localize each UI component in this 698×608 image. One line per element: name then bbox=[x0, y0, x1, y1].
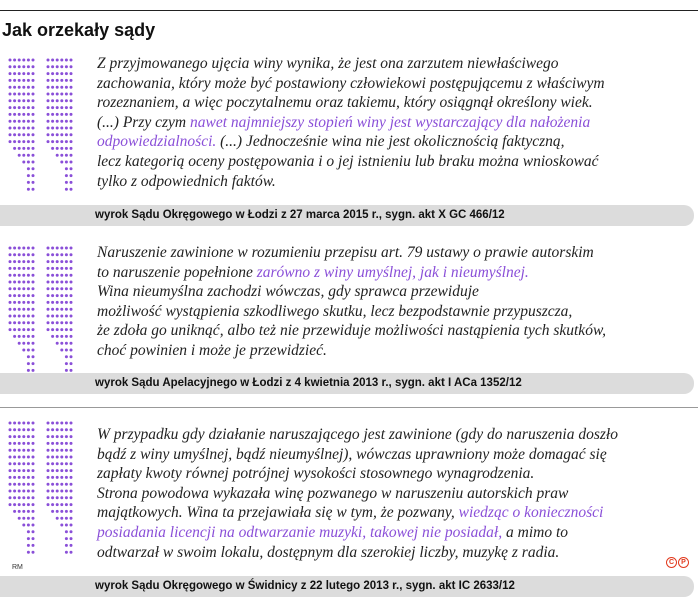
quote-mark-icon bbox=[6, 420, 82, 560]
license-icons bbox=[666, 557, 689, 568]
quote-text-segment: rozeznaniem, a więc poczytalnemu oraz takiemu, który osiągnął określony wiek. bbox=[97, 94, 593, 112]
quote-line bbox=[97, 464, 687, 484]
phonogram-icon: P bbox=[678, 557, 689, 568]
quote-text-segment: lecz kategorią oceny postępowania i o jej istnieniu lub braku można wnioskować bbox=[97, 152, 599, 170]
quote-text-segment: W przypadku gdy działanie naruszającego jest zawinione (gdy do naruszenia doszło bbox=[97, 426, 618, 443]
quote-line bbox=[97, 503, 687, 523]
quote-text-segment: (...) Przy czym bbox=[97, 113, 190, 131]
quote-line bbox=[97, 523, 687, 543]
quote-line bbox=[97, 543, 687, 563]
quote-line bbox=[97, 172, 687, 192]
quote-text-segment: Wina nieumyślna zachodzi wówczas, gdy sprawca przewiduje bbox=[97, 283, 479, 301]
highlighted-text: wiedząc o konieczności bbox=[458, 504, 604, 522]
quote-text-segment: majątkowych. Wina ta przejawiała się w tym, że pozwany, bbox=[97, 504, 459, 522]
quote-line bbox=[97, 132, 687, 152]
quote-line bbox=[97, 54, 687, 74]
quote-text-segment: to naruszenie popełnione bbox=[97, 263, 257, 281]
quote-line bbox=[97, 93, 687, 113]
quote-text-segment: bądź z winy umyślnej, bądź nieumyślnej), wówczas uprawniony może domagać się bbox=[97, 445, 607, 463]
ruling-quote bbox=[97, 425, 687, 562]
quote-line bbox=[97, 445, 687, 465]
quote-line bbox=[97, 321, 687, 341]
ruling-quote bbox=[97, 243, 687, 361]
verdict-bar: wyrok Sądu Apelacyjnego w Łodzi z 4 kwietnia 2013 r., sygn. akt I ACa 1352/12 bbox=[0, 373, 694, 394]
quote-line bbox=[97, 74, 687, 94]
ruling-quote bbox=[97, 54, 687, 191]
page-title: Jak orzekały sądy bbox=[2, 20, 156, 40]
quote-line bbox=[97, 282, 687, 302]
quote-text-segment: Z przyjmowanego ujęcia winy wynika, że jest ona zarzutem niewłaściwego bbox=[97, 55, 559, 72]
quote-line bbox=[97, 152, 687, 172]
quote-line bbox=[97, 243, 687, 263]
quote-text-segment: odtwarzał w swoim lokalu, dostępnym dla szerokiej liczby, muzykę z radia. bbox=[97, 543, 560, 561]
divider bbox=[0, 407, 698, 408]
quote-text-segment: tylko z odpowiednich faktów. bbox=[97, 172, 276, 190]
top-rule bbox=[0, 10, 698, 11]
highlighted-text: posiadania licencji na odtwarzanie muzyki, takowej nie posiadał, bbox=[97, 523, 503, 541]
verdict-bar: wyrok Sądu Okręgowego w Łodzi z 27 marca 2015 r., sygn. akt X GC 466/12 bbox=[0, 205, 694, 226]
quote-text-segment: a mimo to bbox=[502, 523, 568, 541]
quote-line bbox=[97, 113, 687, 133]
quote-text-segment: że zdoła go uniknąć, albo też nie przewiduje możliwości nastąpienia tych skutków, bbox=[97, 322, 607, 340]
quote-mark-icon bbox=[6, 57, 82, 197]
quote-text-segment: zachowania, który może być postawiony człowiekowi postępującemu z właściwym bbox=[97, 74, 605, 92]
quote-line bbox=[97, 341, 687, 361]
quote-text-segment: Naruszenie zawinione w rozumieniu przepisu art. 79 ustawy o prawie autorskim bbox=[97, 244, 594, 261]
copyright-icon: C bbox=[666, 557, 677, 568]
quote-line bbox=[97, 302, 687, 322]
highlighted-text: zarówno z winy umyślnej, jak i nieumyślnej. bbox=[256, 263, 529, 281]
quote-text-segment: możliwość wystąpienia szkodliwego skutku, lecz bezpodstawnie przypuszcza, bbox=[97, 302, 573, 320]
quote-line bbox=[97, 425, 687, 445]
quote-text-segment: Strona powodowa wykazała winę pozwanego w naruszeniu autorskich praw bbox=[97, 484, 569, 502]
quote-line bbox=[97, 484, 687, 504]
quote-line bbox=[97, 263, 687, 283]
quote-text-segment: choć powinien i może je przewidzieć. bbox=[97, 341, 327, 359]
quote-mark-icon bbox=[6, 245, 82, 385]
verdict-bar: wyrok Sądu Okręgowego w Świdnicy z 22 lutego 2013 r., sygn. akt IC 2633/12 bbox=[0, 576, 694, 597]
quote-text-segment: zapłaty kwoty równej potrójnej wysokości stosownego wynagrodzenia. bbox=[97, 465, 535, 483]
author-credit: RM bbox=[12, 564, 23, 571]
quote-text-segment: (...) Jednocześnie wina nie jest okolicznością faktyczną, bbox=[216, 133, 565, 151]
highlighted-text: nawet najmniejszy stopień winy jest wystarczający dla nałożenia bbox=[189, 113, 591, 131]
highlighted-text: odpowiedzialności. bbox=[97, 133, 217, 151]
